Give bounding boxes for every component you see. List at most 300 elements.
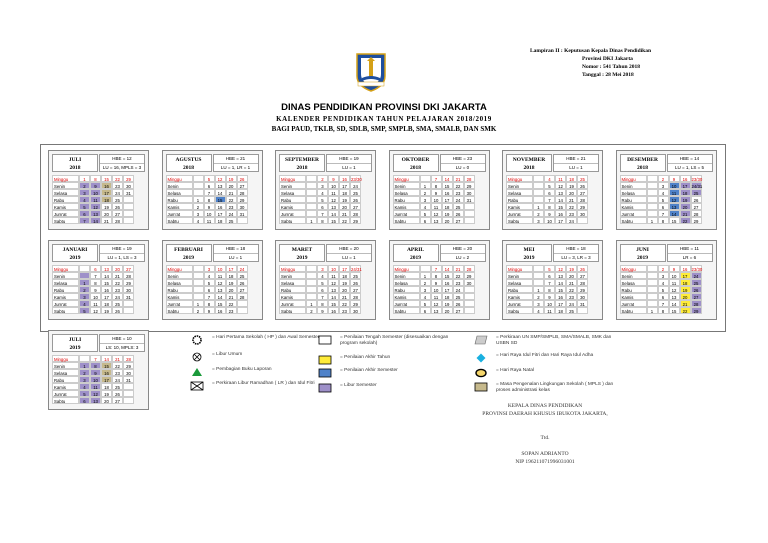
day-name: Jum'at xyxy=(52,300,79,307)
day-name: Senin xyxy=(393,272,420,279)
date-cell xyxy=(464,293,475,300)
holiday-summary: LU = 1 xyxy=(569,165,583,170)
date-cell: 19 xyxy=(226,279,237,286)
date-cell: 28 xyxy=(123,272,134,279)
date-cell: 24 xyxy=(691,272,702,279)
day-name: Rabu xyxy=(52,376,79,383)
day-row xyxy=(620,272,713,279)
date-cell: 23/30 xyxy=(691,267,703,272)
date-cell: 18 xyxy=(339,272,350,279)
date-cell: 18 xyxy=(442,203,453,210)
date-cell: 13 xyxy=(328,286,339,293)
month-header xyxy=(279,244,372,262)
date-cell: 15 xyxy=(328,217,339,224)
day-row xyxy=(506,175,599,182)
date-cell: 28 xyxy=(112,217,123,224)
date-cell: 7 xyxy=(79,217,90,224)
day-row xyxy=(52,376,145,383)
date-cell: 5 xyxy=(658,196,669,203)
day-name: Minggu xyxy=(52,355,79,362)
date-cell: 2 xyxy=(317,175,328,182)
day-row xyxy=(620,175,713,182)
date-cell: 15 xyxy=(215,300,226,307)
day-table xyxy=(52,175,145,224)
date-cell: 2 xyxy=(79,286,90,293)
date-cell xyxy=(647,210,658,217)
day-name: Jum'at xyxy=(52,390,79,397)
date-cell: 30 xyxy=(464,189,475,196)
date-cell: 19 xyxy=(566,182,577,189)
school-levels-subtitle: BAGI PAUD, TKLB, SD, SDLB, SMP, SMPLB, SMA, SMALB, DAN SMK xyxy=(271,125,497,133)
day-row xyxy=(279,175,372,182)
day-row xyxy=(279,203,372,210)
day-name: Senin xyxy=(52,272,79,279)
day-row xyxy=(166,272,259,279)
day-row xyxy=(52,369,145,376)
day-row xyxy=(393,203,486,210)
date-cell: 18 xyxy=(339,189,350,196)
date-cell: 22 xyxy=(112,279,123,286)
date-cell: 2 xyxy=(79,369,90,376)
date-cell: 5 xyxy=(204,279,215,286)
day-row xyxy=(393,286,486,293)
date-cell: 4 xyxy=(317,272,328,279)
date-cell: 9 xyxy=(90,286,101,293)
date-cell: 29 xyxy=(350,300,361,307)
date-cell: 27 xyxy=(453,217,464,224)
date-cell: 2 xyxy=(420,279,431,286)
date-cell: 19 xyxy=(101,203,112,210)
date-cell xyxy=(123,196,134,203)
date-cell: 16 xyxy=(442,279,453,286)
day-name: Sabtu xyxy=(166,217,193,224)
date-cell: 6 xyxy=(79,210,90,217)
date-cell xyxy=(193,286,204,293)
date-cell: 18 xyxy=(101,383,112,390)
date-cell xyxy=(306,210,317,217)
day-row xyxy=(506,286,599,293)
date-cell: 20 xyxy=(226,286,237,293)
holiday-summary: LU = 1, LR = 1 xyxy=(220,165,251,170)
day-name: Senin xyxy=(506,182,533,189)
day-row xyxy=(393,189,486,196)
month-summary xyxy=(326,244,372,262)
month-label: AGUSTUS xyxy=(175,157,202,163)
date-cell xyxy=(306,203,317,210)
day-row xyxy=(506,293,599,300)
date-cell: 3 xyxy=(533,217,544,224)
legend-label: = Penilaian Tengah Semester (disesuaikan dengan program sekolah) xyxy=(340,335,449,346)
date-cell: 24 xyxy=(453,196,464,203)
date-cell: 20 xyxy=(566,272,577,279)
date-cell: 22 xyxy=(566,203,577,210)
legend-label: = Hari Pertama Sekolah ( HP ) dan Awal Semester xyxy=(212,335,320,340)
date-cell: 18 xyxy=(101,196,112,203)
date-cell: 9 xyxy=(317,307,328,314)
holiday-summary: LU = 1, LS = 5 xyxy=(674,165,705,170)
legend-label: = Penilaian Akhir Semester xyxy=(340,368,398,373)
legend-label: = Libur Umum xyxy=(212,352,243,357)
day-name: Minggu xyxy=(393,265,420,272)
date-cell: 25 xyxy=(691,189,702,196)
date-cell: 19 xyxy=(101,307,112,314)
date-cell: 1 xyxy=(79,279,90,286)
pembagian-buku-laporan-icon xyxy=(190,367,204,377)
date-cell: 14 xyxy=(442,265,453,272)
date-cell: 5 xyxy=(658,286,669,293)
date-cell xyxy=(193,293,204,300)
page-title: DINAS PENDIDIKAN PROVINSI DKI JAKARTA xyxy=(281,102,487,113)
day-table xyxy=(166,265,259,314)
penilaian-akhir-tahun-icon xyxy=(318,355,332,365)
date-cell: 22 xyxy=(226,196,237,203)
day-row xyxy=(279,272,372,279)
date-cell: 4 xyxy=(79,300,90,307)
date-cell: 28 xyxy=(691,210,702,217)
legend-label: = Perkiraan UN SMP/SMPLB, SMA/SMALB, SMK dan USBN SD xyxy=(496,335,612,346)
date-cell: 26 xyxy=(453,300,464,307)
day-row xyxy=(620,265,713,272)
day-name: Rabu xyxy=(52,196,79,203)
date-cell xyxy=(533,279,544,286)
month-year: 2018 xyxy=(410,165,421,171)
day-row xyxy=(52,390,145,397)
day-row xyxy=(279,196,372,203)
day-row xyxy=(52,210,145,217)
date-cell xyxy=(123,300,134,307)
day-row xyxy=(52,355,145,362)
legend-label: = Hari Raya Natal xyxy=(496,368,534,373)
day-name: Rabu xyxy=(620,196,647,203)
date-cell: 24 xyxy=(453,286,464,293)
decree-line-4: Tanggal : 28 Mei 2018 xyxy=(582,72,634,78)
date-cell xyxy=(306,265,317,272)
date-cell: 5 xyxy=(420,210,431,217)
day-name: Minggu xyxy=(52,265,79,272)
date-cell: 17 xyxy=(101,189,112,196)
day-name: Sabtu xyxy=(620,307,647,314)
month-januari-2019 xyxy=(48,240,149,320)
date-cell: 10 xyxy=(90,293,101,300)
day-name: Minggu xyxy=(393,175,420,182)
libur-umum-icon xyxy=(190,352,204,362)
date-cell: 6 xyxy=(204,286,215,293)
date-cell: 3 xyxy=(658,272,669,279)
date-cell: 13 xyxy=(431,217,442,224)
date-cell: 28 xyxy=(464,265,475,272)
date-cell: 15 xyxy=(669,217,680,224)
day-row xyxy=(393,175,486,182)
day-row xyxy=(279,293,372,300)
date-cell: 8 xyxy=(90,279,101,286)
day-name: Jum'at xyxy=(279,300,306,307)
date-cell: 26 xyxy=(691,286,702,293)
date-cell: 3 xyxy=(79,376,90,383)
date-cell: 20 xyxy=(680,203,691,210)
decree-line-1: Lampiran II : Keputusan Kepala Dinas Pendidikan xyxy=(530,48,652,54)
day-name: Selasa xyxy=(620,279,647,286)
date-cell: 9 xyxy=(328,175,339,182)
date-cell: 3 xyxy=(658,182,669,189)
date-cell xyxy=(464,203,475,210)
date-cell: 19 xyxy=(680,196,691,203)
date-cell: 16 xyxy=(339,175,350,182)
day-row xyxy=(166,203,259,210)
date-cell: 25 xyxy=(577,175,588,182)
month-summary xyxy=(553,154,599,172)
date-cell: 6 xyxy=(317,286,328,293)
date-cell xyxy=(647,189,658,196)
date-cell: 15 xyxy=(101,362,112,369)
date-cell: 9 xyxy=(544,293,555,300)
date-cell: 1 xyxy=(420,182,431,189)
date-cell xyxy=(533,182,544,189)
date-cell: 28 xyxy=(237,293,248,300)
date-cell: 28 xyxy=(123,355,134,362)
day-name: Minggu xyxy=(620,265,647,272)
date-cell: 21 xyxy=(112,272,123,279)
date-cell: 10 xyxy=(90,376,101,383)
effective-days: HBE = 18 xyxy=(554,245,598,254)
day-name: Rabu xyxy=(279,196,306,203)
day-row xyxy=(52,189,145,196)
penilaian-akhir-semester-icon xyxy=(318,368,332,378)
day-row xyxy=(506,196,599,203)
date-cell: 5 xyxy=(79,307,90,314)
date-cell: 27 xyxy=(123,265,134,272)
penilaian-tengah-semester-icon xyxy=(318,335,332,345)
day-row xyxy=(52,279,145,286)
date-cell: 11 xyxy=(90,383,101,390)
day-row xyxy=(506,210,599,217)
date-cell: 6 xyxy=(658,203,669,210)
date-cell: 20 xyxy=(566,189,577,196)
date-cell: 24 xyxy=(237,265,248,272)
date-cell xyxy=(533,189,544,196)
day-row xyxy=(620,210,713,217)
day-row xyxy=(279,210,372,217)
date-cell: 14 xyxy=(669,210,680,217)
day-row xyxy=(279,279,372,286)
dki-jakarta-logo xyxy=(355,52,387,92)
date-cell: 14 xyxy=(555,279,566,286)
date-cell xyxy=(647,279,658,286)
date-cell: 20 xyxy=(101,397,112,404)
date-cell xyxy=(123,203,134,210)
date-cell: 23 xyxy=(453,279,464,286)
date-cell: 9 xyxy=(90,182,101,189)
date-cell xyxy=(123,390,134,397)
date-cell: 30 xyxy=(123,182,134,189)
day-row xyxy=(620,286,713,293)
day-name: Selasa xyxy=(393,189,420,196)
date-cell: 8 xyxy=(317,300,328,307)
date-cell: 5 xyxy=(317,279,328,286)
month-name xyxy=(52,244,98,262)
date-cell: 15 xyxy=(669,307,680,314)
date-cell: 20 xyxy=(442,217,453,224)
date-cell: 31 xyxy=(577,300,588,307)
date-cell: 23/30 xyxy=(351,177,362,182)
date-cell: 28 xyxy=(577,196,588,203)
month-header xyxy=(166,244,259,262)
date-cell xyxy=(123,217,134,224)
day-row xyxy=(52,265,145,272)
month-summary xyxy=(326,154,372,172)
date-cell: 19 xyxy=(442,300,453,307)
day-name: Sabtu xyxy=(393,217,420,224)
effective-days: HBE = 10 xyxy=(100,335,144,344)
day-row xyxy=(393,196,486,203)
day-name: Senin xyxy=(166,182,193,189)
month-september-2018 xyxy=(275,150,376,230)
month-name xyxy=(279,244,325,262)
date-cell: 8 xyxy=(544,203,555,210)
month-header xyxy=(52,244,145,262)
date-cell: 9 xyxy=(669,175,680,182)
date-cell: 20 xyxy=(339,203,350,210)
month-year: 2018 xyxy=(296,165,308,171)
month-label: FEBRUARI xyxy=(174,247,203,253)
date-cell xyxy=(420,175,431,182)
month-year: 2018 xyxy=(183,165,194,171)
day-name: Jum'at xyxy=(393,210,420,217)
day-name: Selasa xyxy=(52,369,79,376)
date-cell: 17 xyxy=(339,265,350,272)
day-name: Jum'at xyxy=(52,210,79,217)
date-cell: 1 xyxy=(306,217,317,224)
date-cell: 26 xyxy=(350,279,361,286)
date-cell: 2 xyxy=(533,210,544,217)
date-cell: 24 xyxy=(566,300,577,307)
date-cell: 13 xyxy=(215,182,226,189)
date-cell: 17 xyxy=(680,182,691,189)
date-cell: 12 xyxy=(328,279,339,286)
date-cell: 8 xyxy=(658,307,669,314)
date-cell: 15 xyxy=(328,300,339,307)
date-cell: 15 xyxy=(101,279,112,286)
day-row xyxy=(166,265,259,272)
day-name: Senin xyxy=(506,272,533,279)
day-name: Kamis xyxy=(52,293,79,300)
date-cell: 6 xyxy=(79,397,90,404)
day-row xyxy=(393,300,486,307)
date-cell: 28 xyxy=(350,293,361,300)
date-cell xyxy=(79,355,90,362)
date-cell xyxy=(533,196,544,203)
legend-label: = Pembagian Buku Laporan xyxy=(212,367,272,372)
day-name: Kamis xyxy=(279,203,306,210)
date-cell: 23 xyxy=(112,286,123,293)
date-cell: 10 xyxy=(431,286,442,293)
day-name: Kamis xyxy=(52,203,79,210)
date-cell: 6 xyxy=(317,203,328,210)
effective-days: HBE = 23 xyxy=(441,155,485,164)
date-cell: 30 xyxy=(350,307,361,314)
date-cell: 13 xyxy=(90,397,101,404)
date-cell: 13 xyxy=(669,203,680,210)
day-table xyxy=(52,265,145,314)
date-cell: 26 xyxy=(453,210,464,217)
decree-line-2: Provinsi DKI Jakarta xyxy=(582,56,633,62)
date-cell: 14 xyxy=(101,355,112,362)
date-cell: 27 xyxy=(237,182,248,189)
date-cell: 23 xyxy=(339,307,350,314)
date-cell: 25 xyxy=(350,272,361,279)
day-name: Sabtu xyxy=(166,307,193,314)
date-cell: 12 xyxy=(555,182,566,189)
date-cell xyxy=(464,217,475,224)
date-cell: 25 xyxy=(691,279,702,286)
date-cell: 17 xyxy=(555,217,566,224)
month-header xyxy=(52,154,145,172)
month-summary xyxy=(213,154,259,172)
month-summary xyxy=(440,244,486,262)
date-cell xyxy=(306,189,317,196)
date-cell: 12 xyxy=(669,196,680,203)
date-cell xyxy=(420,265,431,272)
date-cell xyxy=(193,182,204,189)
date-cell xyxy=(577,217,588,224)
day-name: Rabu xyxy=(52,286,79,293)
day-table xyxy=(279,175,372,224)
day-name: Minggu xyxy=(620,175,647,182)
day-name: Jum'at xyxy=(506,300,533,307)
date-cell: 21 xyxy=(339,210,350,217)
date-cell: 23 xyxy=(226,307,237,314)
date-cell: 16 xyxy=(442,189,453,196)
day-name: Rabu xyxy=(279,286,306,293)
date-cell: 12 xyxy=(328,196,339,203)
date-cell: 5 xyxy=(79,390,90,397)
day-row xyxy=(506,182,599,189)
day-row xyxy=(52,362,145,369)
day-row xyxy=(393,293,486,300)
date-cell: 14 xyxy=(669,300,680,307)
date-cell: 29 xyxy=(691,307,702,314)
date-cell: 18 xyxy=(442,293,453,300)
date-cell: 13 xyxy=(328,203,339,210)
date-cell xyxy=(464,286,475,293)
day-name: Kamis xyxy=(620,293,647,300)
day-name: Selasa xyxy=(620,189,647,196)
day-name: Senin xyxy=(52,182,79,189)
date-cell: 30 xyxy=(577,293,588,300)
date-cell: 29 xyxy=(691,217,702,224)
date-cell: 21 xyxy=(680,300,691,307)
day-row xyxy=(279,265,372,272)
date-cell: 13 xyxy=(215,286,226,293)
date-cell: 1 xyxy=(193,300,204,307)
month-year: 2019 xyxy=(410,255,421,261)
month-summary xyxy=(99,154,145,172)
signature-name: SOPAN ADRIANTO xyxy=(521,451,569,457)
legend-label: = Masa Pengenalan Lingkungan Sekolah ( MPLS ) dan proses administrasi kelas xyxy=(496,382,614,393)
month-agustus-2018 xyxy=(162,150,263,230)
effective-days: HBE = 21 xyxy=(554,155,598,164)
date-cell: 12 xyxy=(90,390,101,397)
date-cell: 27 xyxy=(350,203,361,210)
day-name: Jum'at xyxy=(620,300,647,307)
month-name xyxy=(52,334,98,352)
date-cell: 8 xyxy=(658,217,669,224)
date-cell: 24/31 xyxy=(691,184,703,189)
day-name: Selasa xyxy=(52,189,79,196)
date-cell: 21 xyxy=(112,355,123,362)
date-cell: 13 xyxy=(669,293,680,300)
day-row xyxy=(52,203,145,210)
date-cell: 6 xyxy=(420,307,431,314)
